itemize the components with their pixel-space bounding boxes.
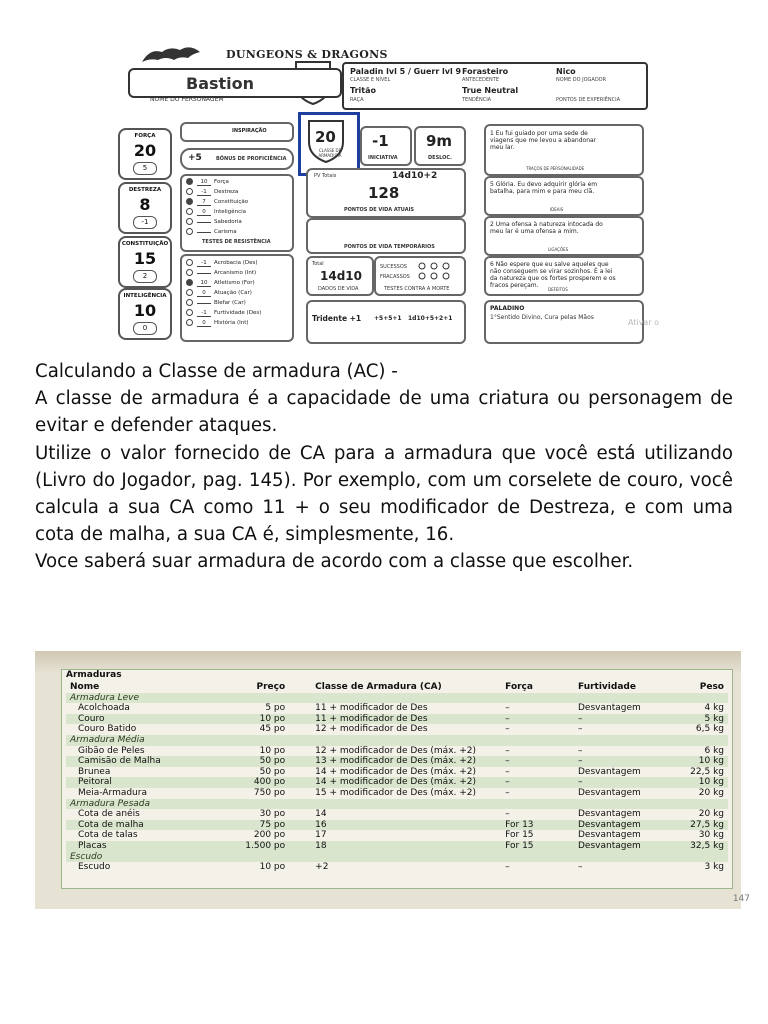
initiative-label: INICIATIVA (368, 155, 398, 161)
cell-ac: 14 (315, 809, 327, 820)
armor-class-label: CLASSE DE ARMADURA (318, 148, 342, 158)
skills-panel (180, 254, 294, 342)
hp-current-value: 128 (368, 184, 400, 202)
cell-stealth: Desvantagem (578, 703, 641, 714)
saving-throws-list (186, 178, 290, 238)
ability-score: 15 (133, 249, 157, 268)
cell-name: Camisão de Malha (66, 756, 224, 767)
cell-stealth: Desvantagem (574, 841, 686, 852)
cell-weight: 4 kg (704, 703, 724, 714)
table-row (66, 714, 728, 725)
page-number: 147 (732, 894, 750, 904)
cell-price: 750 po (253, 787, 286, 798)
cell-price: 5 po (265, 703, 286, 714)
character-name-box (128, 68, 342, 98)
bonds-label: LIGAÇÕES (548, 247, 569, 252)
dragon-logo-icon (140, 44, 210, 66)
explanation-text (35, 358, 733, 576)
cell-name: Meia-Armadura (78, 787, 147, 798)
death-save-circles-icon (416, 262, 456, 282)
cell-strength: – (505, 766, 510, 777)
flaws-box (484, 256, 644, 296)
cell-name: Cota de talas (78, 830, 138, 841)
paragraph: Utilize o valor fornecido de CA para a armadura que você está utilizando (Livro do Jogador, pag. 145). Por exemplo, com um corselete de couro, você calcula a sua CA como 11 + o seu modificador de Destreza, e com uma cota de malha, a sua CA é, simplesmente, 16. (35, 442, 733, 546)
cell-weight: 10 kg (686, 777, 728, 788)
proficiency-label: BÔNUS DE PROFICIÊNCIA (216, 156, 287, 162)
hit-dice-label: DADOS DE VIDA (318, 286, 359, 292)
cell-strength: – (501, 714, 574, 725)
armor-table-title: Armaduras (66, 670, 122, 680)
cell-name: Cota de anéis (78, 809, 140, 820)
ability-score: 8 (139, 195, 151, 214)
cell-strength: – (501, 756, 574, 767)
cell-name: Acolchoada (78, 703, 130, 714)
save-row: 10 Força (186, 178, 229, 186)
cell-weight: 10 kg (686, 756, 728, 767)
weapon-name: Tridente +1 (312, 314, 362, 323)
feature-title: PALADINO (490, 305, 525, 312)
cell-price: 45 po (259, 724, 286, 735)
race: Tritão (350, 86, 376, 95)
ability-intelligence (118, 288, 172, 340)
cell-price: 50 po (259, 766, 286, 777)
personality-traits-text: 1 Eu fui guiado por uma sede de viagens que me levou a abandonar meu lar. (490, 130, 597, 151)
proficiency-dot (186, 188, 193, 195)
table-row (66, 862, 728, 873)
skill-row: 0 Atuação (Car) (186, 289, 252, 297)
ability-dexterity (118, 182, 172, 234)
flaws-text: 6 Não espere que eu salve aqueles que não conseguem se virar sozinhos. É a lei da natureza que os fortes prosperem e os fracos pereçam. (490, 261, 616, 289)
ability-score: 10 (133, 301, 157, 320)
header-price: Preço (256, 682, 286, 692)
weapon-damage: 1d10+5+2+1 (408, 315, 453, 322)
save-row: 0 Inteligência (186, 208, 246, 216)
proficiency-dot (186, 198, 193, 205)
weapon-attack: +5+5+1 (374, 315, 402, 322)
personality-traits-label: TRAÇOS DE PERSONALIDADE (526, 166, 585, 171)
class-level-label: CLASSE E NÍVEL (350, 77, 391, 83)
cell-stealth: Desvantagem (578, 809, 641, 820)
character-sheet-image (110, 38, 670, 330)
speed-label: DESLOC. (428, 155, 452, 161)
category-row (66, 852, 728, 863)
header-stealth: Furtividade (578, 682, 636, 692)
proficiency-dot (186, 309, 193, 316)
cell-weight: 5 kg (686, 714, 728, 725)
hp-max-label: PV Totais (314, 173, 337, 179)
proficiency-box (180, 148, 294, 170)
ability-modifier: -1 (133, 216, 157, 229)
background-label: ANTECEDENTE (462, 77, 499, 83)
save-row: Carisma (186, 228, 237, 235)
table-row (66, 746, 728, 757)
death-saves-label: TESTES CONTRA A MORTE (384, 286, 450, 292)
features-box (484, 300, 644, 344)
character-info-box (342, 62, 648, 110)
hit-dice-value: 14d10 (320, 269, 362, 283)
proficiency-dot (186, 319, 193, 326)
proficiency-dot (186, 208, 193, 215)
armor-class-highlight (298, 112, 360, 176)
background: Forasteiro (462, 67, 509, 76)
cell-weight: 30 kg (698, 830, 724, 841)
cell-stealth: Desvantagem (578, 787, 641, 798)
cell-strength: – (505, 809, 510, 820)
ability-label: CONSTITUIÇÃO (121, 241, 169, 247)
player-label: NOME DO JOGADOR (556, 77, 607, 83)
skill-row: -1 Furtividade (Des) (186, 309, 261, 317)
category-label: Escudo (66, 852, 728, 863)
section-heading: Calculando a Classe de armadura (AC) - (35, 361, 398, 382)
ability-modifier: 5 (133, 162, 157, 175)
cell-weight: 6,5 kg (695, 724, 724, 735)
table-row (66, 841, 728, 852)
cell-strength: For 13 (501, 820, 574, 831)
race-label: RAÇA (350, 97, 364, 103)
cell-strength: – (505, 745, 510, 756)
initiative-box (360, 126, 412, 166)
feature-text: 1°Sentido Divino, Cura pelas Mãos (490, 314, 594, 321)
header-strength: Força (505, 682, 533, 692)
cell-strength: – (505, 787, 510, 798)
ideals-text: 5 Glória. Eu devo adquirir glória em batalha, para mim e para meu clã. (490, 181, 598, 195)
ability-label: DESTREZA (128, 187, 162, 193)
alignment: True Neutral (462, 86, 519, 95)
alignment-label: TENDÊNCIA (462, 97, 492, 103)
cell-ac: 12 + modificador de Des (315, 724, 428, 735)
cell-price: 200 po (253, 830, 286, 841)
category-label: Armadura Leve (66, 693, 728, 704)
cell-weight: 3 kg (704, 862, 724, 873)
save-row: -1 Destreza (186, 188, 238, 196)
table-row (66, 809, 728, 820)
initiative-value: -1 (372, 132, 389, 150)
cell-ac: 11 + modificador de Des (315, 703, 428, 714)
cell-weight: 22,5 kg (690, 766, 724, 777)
bonds-text: 2 Uma ofensa à natureza intocada do meu lar é uma ofensa a mim. (490, 221, 603, 235)
category-label: Armadura Média (66, 735, 728, 746)
cell-ac: 14 + modificador de Des (máx. +2) (289, 777, 501, 788)
inspiration-label: INSPIRAÇÃO (232, 128, 267, 134)
table-row (66, 756, 728, 767)
proficiency-dot (186, 269, 193, 276)
cell-strength: For 15 (505, 830, 534, 841)
ideals-label: IDEAIS (550, 207, 564, 212)
player-name: Nico (556, 67, 576, 76)
cell-price: 75 po (224, 820, 290, 831)
category-row (66, 735, 728, 746)
cell-strength: For 15 (501, 841, 574, 852)
cell-price: 1.500 po (224, 841, 290, 852)
cell-weight: 27,5 kg (686, 820, 728, 831)
table-header-row (66, 682, 728, 693)
cell-strength: – (501, 777, 574, 788)
proficiency-value: +5 (188, 153, 202, 163)
ability-label: INTELIGÊNCIA (123, 293, 167, 299)
table-row (66, 703, 728, 714)
cell-stealth: – (578, 745, 583, 756)
header-ac: Classe de Armadura (CA) (315, 682, 442, 692)
brand-title: DUNGEONS & DRAGONS (226, 48, 388, 61)
cell-name: Placas (66, 841, 224, 852)
header-name: Nome (70, 682, 100, 692)
cell-strength: – (505, 724, 510, 735)
cell-name: Peitoral (66, 777, 224, 788)
cell-weight: 6 kg (704, 745, 724, 756)
table-row (66, 830, 728, 841)
cell-price: 10 po (259, 862, 286, 873)
bonds-box (484, 216, 644, 256)
table-row (66, 788, 728, 799)
cell-price: 50 po (224, 756, 290, 767)
armor-table-body (66, 693, 728, 873)
ability-score: 20 (133, 141, 157, 160)
armor-table-image (35, 651, 750, 909)
cell-name: Cota de malha (66, 820, 224, 831)
cell-price: 10 po (259, 745, 286, 756)
category-label: Armadura Pesada (66, 799, 728, 810)
cell-strength: – (505, 862, 510, 873)
hit-dice-box (306, 256, 374, 296)
armor-class-value: 20 (315, 128, 336, 146)
death-saves-box (374, 256, 466, 296)
hit-dice-total-label: Total (312, 261, 324, 267)
cell-price: 400 po (224, 777, 290, 788)
hp-max-value: 14d10+2 (392, 171, 438, 181)
current-hp-box (306, 168, 466, 218)
paragraph: Voce saberá suar armadura de acordo com a classe que escolher. (35, 551, 634, 573)
speed-box (414, 126, 466, 166)
ideals-box (484, 176, 644, 216)
cell-ac: 15 + modificador de Des (máx. +2) (315, 787, 477, 798)
save-row: 7 Constituição (186, 198, 248, 206)
ability-constitution (118, 236, 172, 288)
saves-label: TESTES DE RESISTÊNCIA (202, 239, 271, 245)
cell-stealth: – (574, 756, 686, 767)
skill-row: Blefar (Car) (186, 299, 246, 306)
flaws-label: DEFEITOS (548, 287, 568, 292)
cell-ac: 16 (289, 820, 501, 831)
table-row (66, 820, 728, 831)
armor-table-frame (61, 669, 750, 904)
attacks-box (306, 300, 466, 344)
save-row: Sabedoria (186, 218, 242, 225)
proficiency-dot (186, 228, 193, 235)
cell-price: 10 po (224, 714, 290, 725)
proficiency-dot (186, 299, 193, 306)
proficiency-dot (186, 259, 193, 266)
class-level: Paladin lvl 5 / Guerr lvl 9 (350, 67, 462, 76)
cell-stealth: Desvantagem (578, 830, 641, 841)
personality-traits-box (484, 124, 644, 176)
category-row (66, 799, 728, 810)
skill-row: 0 História (Int) (186, 319, 249, 327)
cell-ac: 13 + modificador de Des (máx. +2) (289, 756, 501, 767)
character-name: Bastion (186, 74, 255, 93)
cell-strength: – (505, 703, 510, 714)
cell-ac: +2 (315, 862, 329, 873)
temp-hp-label: PONTOS DE VIDA TEMPORÁRIOS (344, 244, 435, 250)
cell-stealth: – (578, 724, 583, 735)
proficiency-dot (186, 218, 193, 225)
inspiration-box (180, 122, 294, 142)
cell-ac: 14 + modificador de Des (máx. +2) (315, 766, 477, 777)
cell-ac: 18 (289, 841, 501, 852)
ability-modifier: 2 (133, 270, 157, 283)
hp-current-label: PONTOS DE VIDA ATUAIS (344, 207, 415, 213)
cell-name: Couro (66, 714, 224, 725)
cell-name: Escudo (78, 862, 111, 873)
armor-table (66, 682, 728, 873)
cell-weight: 20 kg (698, 809, 724, 820)
cell-stealth: – (574, 714, 686, 725)
paragraph: A classe de armadura é a capacidade de uma criatura ou personagem de evitar e defender ataques. (35, 388, 733, 437)
death-success-label: SUCESSOS (380, 264, 407, 270)
cell-name: Brunea (78, 766, 111, 777)
faded-text: Ativar o (628, 318, 660, 327)
temp-hp-box (306, 218, 466, 254)
cell-stealth: Desvantagem (574, 820, 686, 831)
ability-label: FORÇA (134, 133, 156, 139)
skill-row: Arcanismo (Int) (186, 269, 256, 276)
category-row (66, 693, 728, 704)
skills-list (186, 259, 290, 335)
cell-price: 30 po (259, 809, 286, 820)
proficiency-dot (186, 289, 193, 296)
cell-weight: 32,5 kg (686, 841, 728, 852)
table-row (66, 767, 728, 778)
proficiency-dot (186, 279, 193, 286)
saving-throws-panel (180, 174, 294, 252)
cell-ac: 17 (315, 830, 327, 841)
table-row (66, 777, 728, 788)
death-fail-label: FRACASSOS (380, 274, 410, 280)
ability-modifier: 0 (133, 322, 157, 335)
xp-label: PONTOS DE EXPERIÊNCIA (556, 97, 621, 103)
cell-stealth: – (574, 777, 686, 788)
header-weight: Peso (699, 682, 724, 692)
cell-name: Couro Batido (78, 724, 137, 735)
proficiency-dot (186, 178, 193, 185)
table-row (66, 724, 728, 735)
speed-value: 9m (426, 132, 453, 150)
cell-stealth: – (578, 862, 583, 873)
skill-row: 10 Atletismo (For) (186, 279, 255, 287)
ability-strength (118, 128, 172, 180)
cell-ac: 11 + modificador de Des (289, 714, 501, 725)
cell-name: Gibão de Peles (78, 745, 145, 756)
character-name-label: NOME DO PERSONAGEM (150, 96, 224, 103)
cell-ac: 12 + modificador de Des (máx. +2) (315, 745, 477, 756)
cell-stealth: Desvantagem (578, 766, 641, 777)
cell-weight: 20 kg (698, 787, 724, 798)
skill-row: -1 Acrobacia (Des) (186, 259, 258, 267)
